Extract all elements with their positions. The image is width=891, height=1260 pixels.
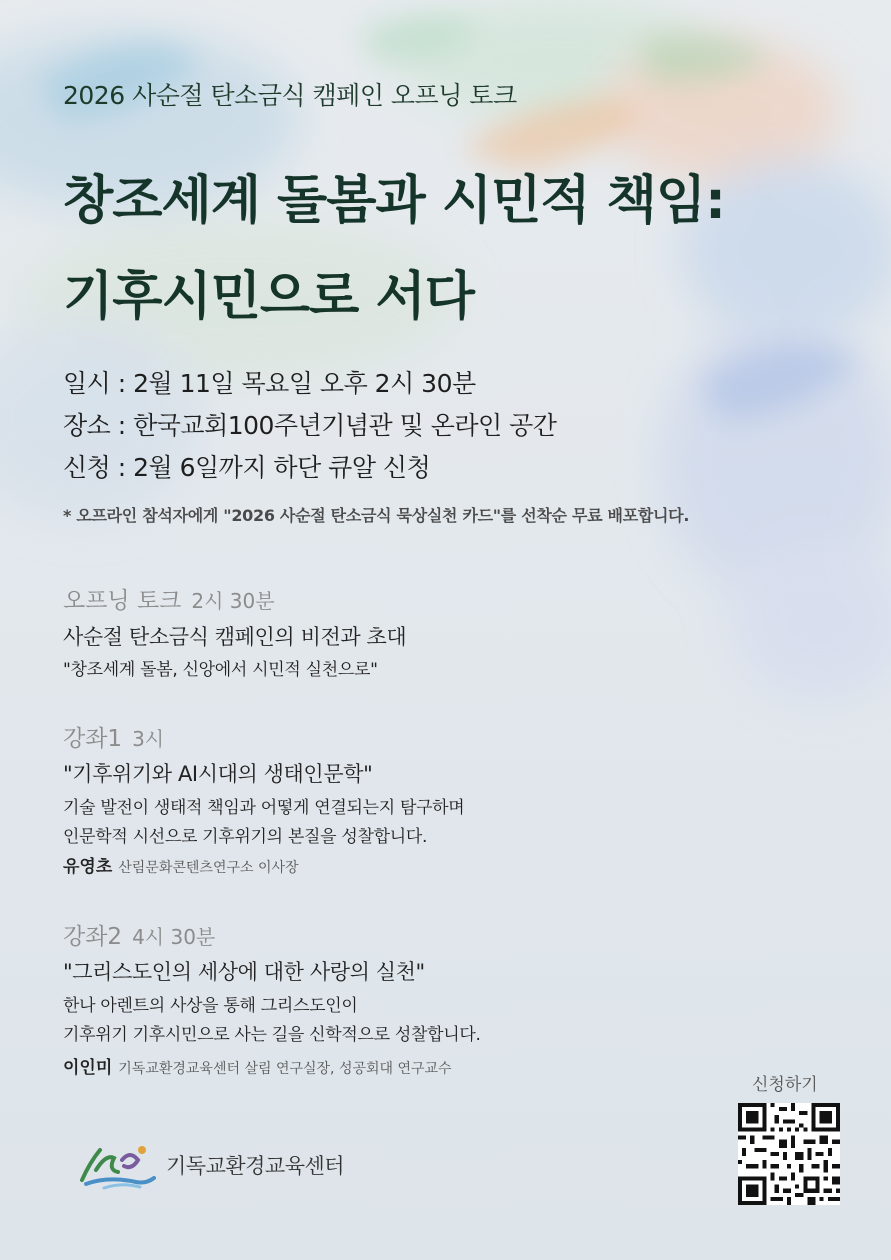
opening-line2: "창조세계 돌봄, 신앙에서 시민적 실천으로"	[63, 660, 378, 680]
event-title-line1: 창조세계 돌봄과 시민적 책임:	[63, 171, 725, 231]
info-place: 장소 : 한국교회100주년기념관 및 온라인 공간	[63, 411, 557, 440]
qr-label: 신청하기	[752, 1075, 818, 1095]
lecture2-desc1: 한나 아렌트의 사상을 통해 그리스도인이	[63, 996, 358, 1016]
registration-qr-code[interactable]	[738, 1103, 840, 1205]
opening-heading-label: 오프닝 토크	[63, 588, 182, 614]
lecture1-title: "기후위기와 AI시대의 생태인문학"	[63, 762, 373, 786]
lecture2-title: "그리스도인의 세상에 대한 사랑의 실천"	[63, 960, 425, 984]
opening-time: 2시 30분	[191, 589, 275, 613]
lecture1-speaker	[63, 852, 299, 877]
lecture1-heading-label: 강좌1	[63, 726, 123, 752]
info-note: * 오프라인 참석자에게 "2026 사순절 탄소금식 묵상실천 카드"를 선착순 무료 배포합니다.	[63, 506, 690, 525]
qr-code-icon	[738, 1103, 840, 1205]
opening-line1: 사순절 탄소금식 캠페인의 비전과 초대	[63, 625, 407, 649]
org-logo	[78, 1140, 344, 1190]
info-date: 일시 : 2월 11일 목요일 오후 2시 30분	[63, 369, 476, 398]
lecture2-heading	[63, 918, 215, 951]
salim-logo-icon	[78, 1140, 158, 1190]
lecture1-speaker-name: 유영초	[63, 857, 113, 877]
opening-heading	[63, 582, 275, 615]
lecture1-time: 3시	[132, 727, 165, 751]
event-title-line2: 기후시민으로 서다	[63, 267, 474, 327]
lecture2-desc2: 기후위기 기후시민으로 사는 길을 신학적으로 성찰합니다.	[63, 1025, 481, 1045]
lecture2-speaker	[63, 1053, 452, 1078]
lecture2-speaker-name: 이인미	[63, 1058, 113, 1078]
lecture1-desc2: 인문학적 시선으로 기후위기의 본질을 성찰합니다.	[63, 827, 428, 847]
lecture1-heading	[63, 720, 164, 753]
lecture2-affiliation: 기독교환경교육센터 살림 연구실장, 성공회대 연구교수	[118, 1061, 452, 1077]
lecture1-affiliation: 산림문화콘텐츠연구소 이사장	[118, 860, 299, 876]
info-apply: 신청 : 2월 6일까지 하단 큐알 신청	[63, 453, 431, 482]
org-name: 기독교환경교육센터	[166, 1154, 345, 1178]
lecture2-heading-label: 강좌2	[63, 924, 123, 950]
event-subtitle: 2026 사순절 탄소금식 캠페인 오프닝 토크	[63, 81, 517, 110]
lecture2-time: 4시 30분	[132, 925, 216, 949]
lecture1-desc1: 기술 발전이 생태적 책임과 어떻게 연결되는지 탐구하며	[63, 798, 465, 818]
